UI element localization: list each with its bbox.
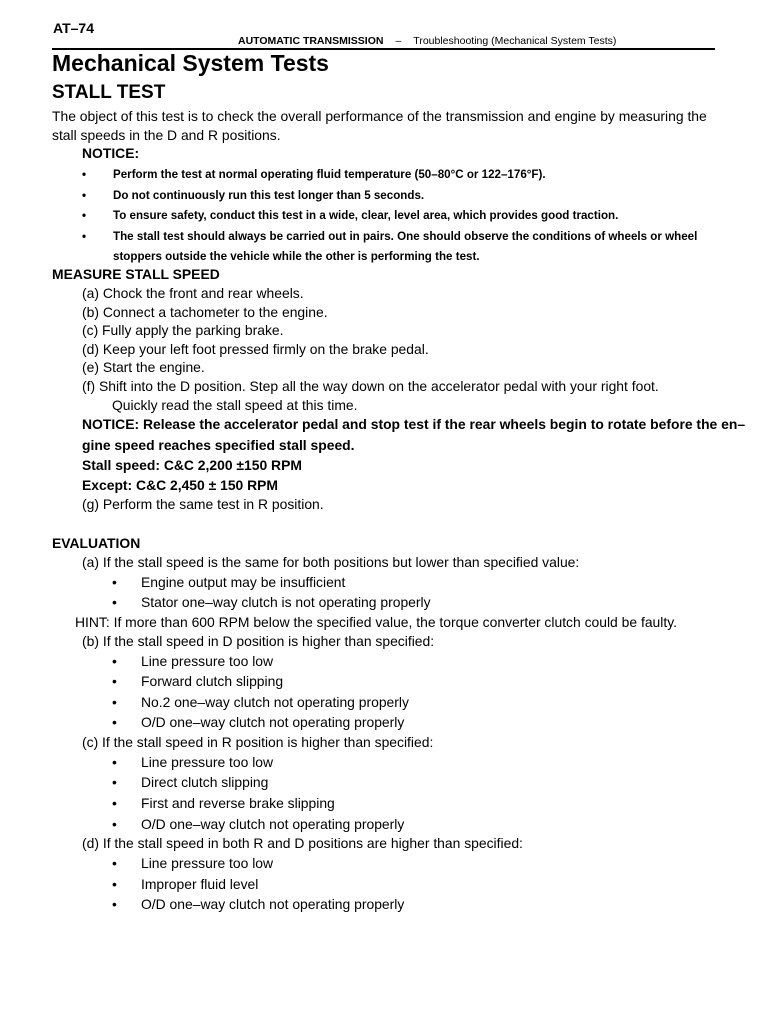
step-g: (g) Perform the same test in R position. <box>82 496 324 513</box>
notice-text: Perform the test at normal operating fluid temperature (50–80°C or 122–176°F). <box>113 168 546 181</box>
bullet-icon: • <box>112 652 117 669</box>
cause-list <box>52 752 742 834</box>
bullet-icon: • <box>82 230 87 244</box>
subsection-name: Troubleshooting (Mechanical System Tests) <box>413 35 617 47</box>
accelerator-notice: NOTICE: Release the accelerator pedal and stop test if the rear wheels begin to rotate before the en– gine speed reaches specified stall speed. <box>82 416 746 453</box>
bullet-icon: • <box>112 794 117 811</box>
cause-item <box>112 572 742 593</box>
bullet-icon: • <box>82 188 87 202</box>
cause-item <box>112 853 742 874</box>
notice-text: To ensure safety, conduct this test in a wide, clear, level area, which provides good traction. <box>113 209 619 223</box>
evaluation-case-d: (d) If the stall speed in both R and D positions are higher than specified: <box>82 835 523 852</box>
evaluation-section <box>52 534 742 915</box>
cause-item <box>112 874 742 895</box>
cause-item <box>112 671 742 692</box>
cause-text: Line pressure too low <box>141 854 274 871</box>
cause-item <box>112 651 742 672</box>
step-e: (e) Start the engine. <box>82 359 205 376</box>
cause-text: Improper fluid level <box>141 875 259 892</box>
bullet-icon: • <box>112 594 117 611</box>
measure-heading: MEASURE STALL SPEED <box>52 266 220 282</box>
bullet-icon: • <box>112 753 117 770</box>
hint-text: HINT: If more than 600 RPM below the specified value, the torque converter clutch could be faulty. <box>75 613 677 630</box>
notice-item <box>82 186 732 206</box>
cause-text: Forward clutch slipping <box>141 673 284 690</box>
section-title-stall-test: STALL TEST <box>52 82 166 103</box>
bullet-icon: • <box>112 714 117 731</box>
page-code: AT–74 <box>53 20 94 36</box>
cause-item <box>112 692 742 713</box>
evaluation-case-c: (c) If the stall speed in R position is higher than specified: <box>82 733 434 750</box>
cause-item <box>112 752 742 773</box>
notice-text: The stall test should always be carried out in pairs. One should observe the conditions of wheels or wheel stoppers outside the vehicle while the other is performing the test. <box>113 230 698 263</box>
cause-text: Stator one–way clutch is not operating properly <box>141 594 431 611</box>
notice-item <box>82 227 732 266</box>
cause-list <box>52 651 742 733</box>
cause-text: Direct clutch slipping <box>141 774 269 791</box>
step-f: (f) Shift into the D position. Step all the way down on the accelerator pedal with your right foot. <box>82 377 659 394</box>
cause-item <box>112 894 742 915</box>
running-header <box>238 35 616 47</box>
measure-steps <box>82 284 762 514</box>
cause-item <box>112 814 742 835</box>
intro-paragraph: The object of this test is to check the overall performance of the transmission and engine by measuring the stall speeds in the D and R positions. <box>52 108 707 143</box>
bullet-icon: • <box>112 854 117 871</box>
cause-item <box>112 772 742 793</box>
bullet-icon: • <box>82 209 87 223</box>
cause-list <box>52 572 742 613</box>
bullet-icon: • <box>112 573 117 590</box>
cause-text: O/D one–way clutch not operating properly <box>141 896 405 913</box>
notice-label: NOTICE: <box>82 145 140 161</box>
header-dash: – <box>395 35 402 47</box>
step-d: (d) Keep your left foot pressed firmly on the brake pedal. <box>82 340 429 357</box>
bullet-icon: • <box>112 693 117 710</box>
step-c: (c) Fully apply the parking brake. <box>82 322 284 339</box>
stall-speed-spec: Stall speed: C&C 2,200 ±150 RPM <box>82 457 302 474</box>
cause-text: Line pressure too low <box>141 652 274 669</box>
evaluation-case-a: (a) If the stall speed is the same for both positions but lower than specified value: <box>82 554 580 570</box>
notice-item <box>82 165 732 185</box>
cause-text: First and reverse brake slipping <box>141 794 335 811</box>
bullet-icon: • <box>82 168 87 181</box>
cause-item <box>112 592 742 613</box>
stall-speed-except: Except: C&C 2,450 ± 150 RPM <box>82 477 278 494</box>
bullet-icon: • <box>112 896 117 913</box>
bullet-icon: • <box>112 875 117 892</box>
step-a: (a) Chock the front and rear wheels. <box>82 285 304 301</box>
step-f-continued: Quickly read the stall speed at this time. <box>112 396 358 413</box>
cause-text: O/D one–way clutch not operating properly <box>141 815 405 832</box>
evaluation-case-b: (b) If the stall speed in D position is higher than specified: <box>82 632 435 649</box>
page-title: Mechanical System Tests <box>52 50 329 76</box>
bullet-icon: • <box>112 774 117 791</box>
bullet-icon: • <box>112 815 117 832</box>
notice-list <box>82 165 732 267</box>
cause-text: O/D one–way clutch not operating properly <box>141 714 405 731</box>
step-b: (b) Connect a tachometer to the engine. <box>82 303 328 320</box>
cause-text: Line pressure too low <box>141 753 274 770</box>
bullet-icon: • <box>112 673 117 690</box>
cause-item <box>112 712 742 733</box>
cause-item <box>112 793 742 814</box>
cause-text: No.2 one–way clutch not operating properly <box>141 693 409 710</box>
cause-text: Engine output may be insufficient <box>141 573 346 590</box>
section-name: AUTOMATIC TRANSMISSION <box>238 35 384 47</box>
cause-list <box>52 853 742 915</box>
evaluation-heading: EVALUATION <box>52 535 141 551</box>
notice-text: Do not continuously run this test longer than 5 seconds. <box>113 188 425 202</box>
notice-item <box>82 206 732 226</box>
